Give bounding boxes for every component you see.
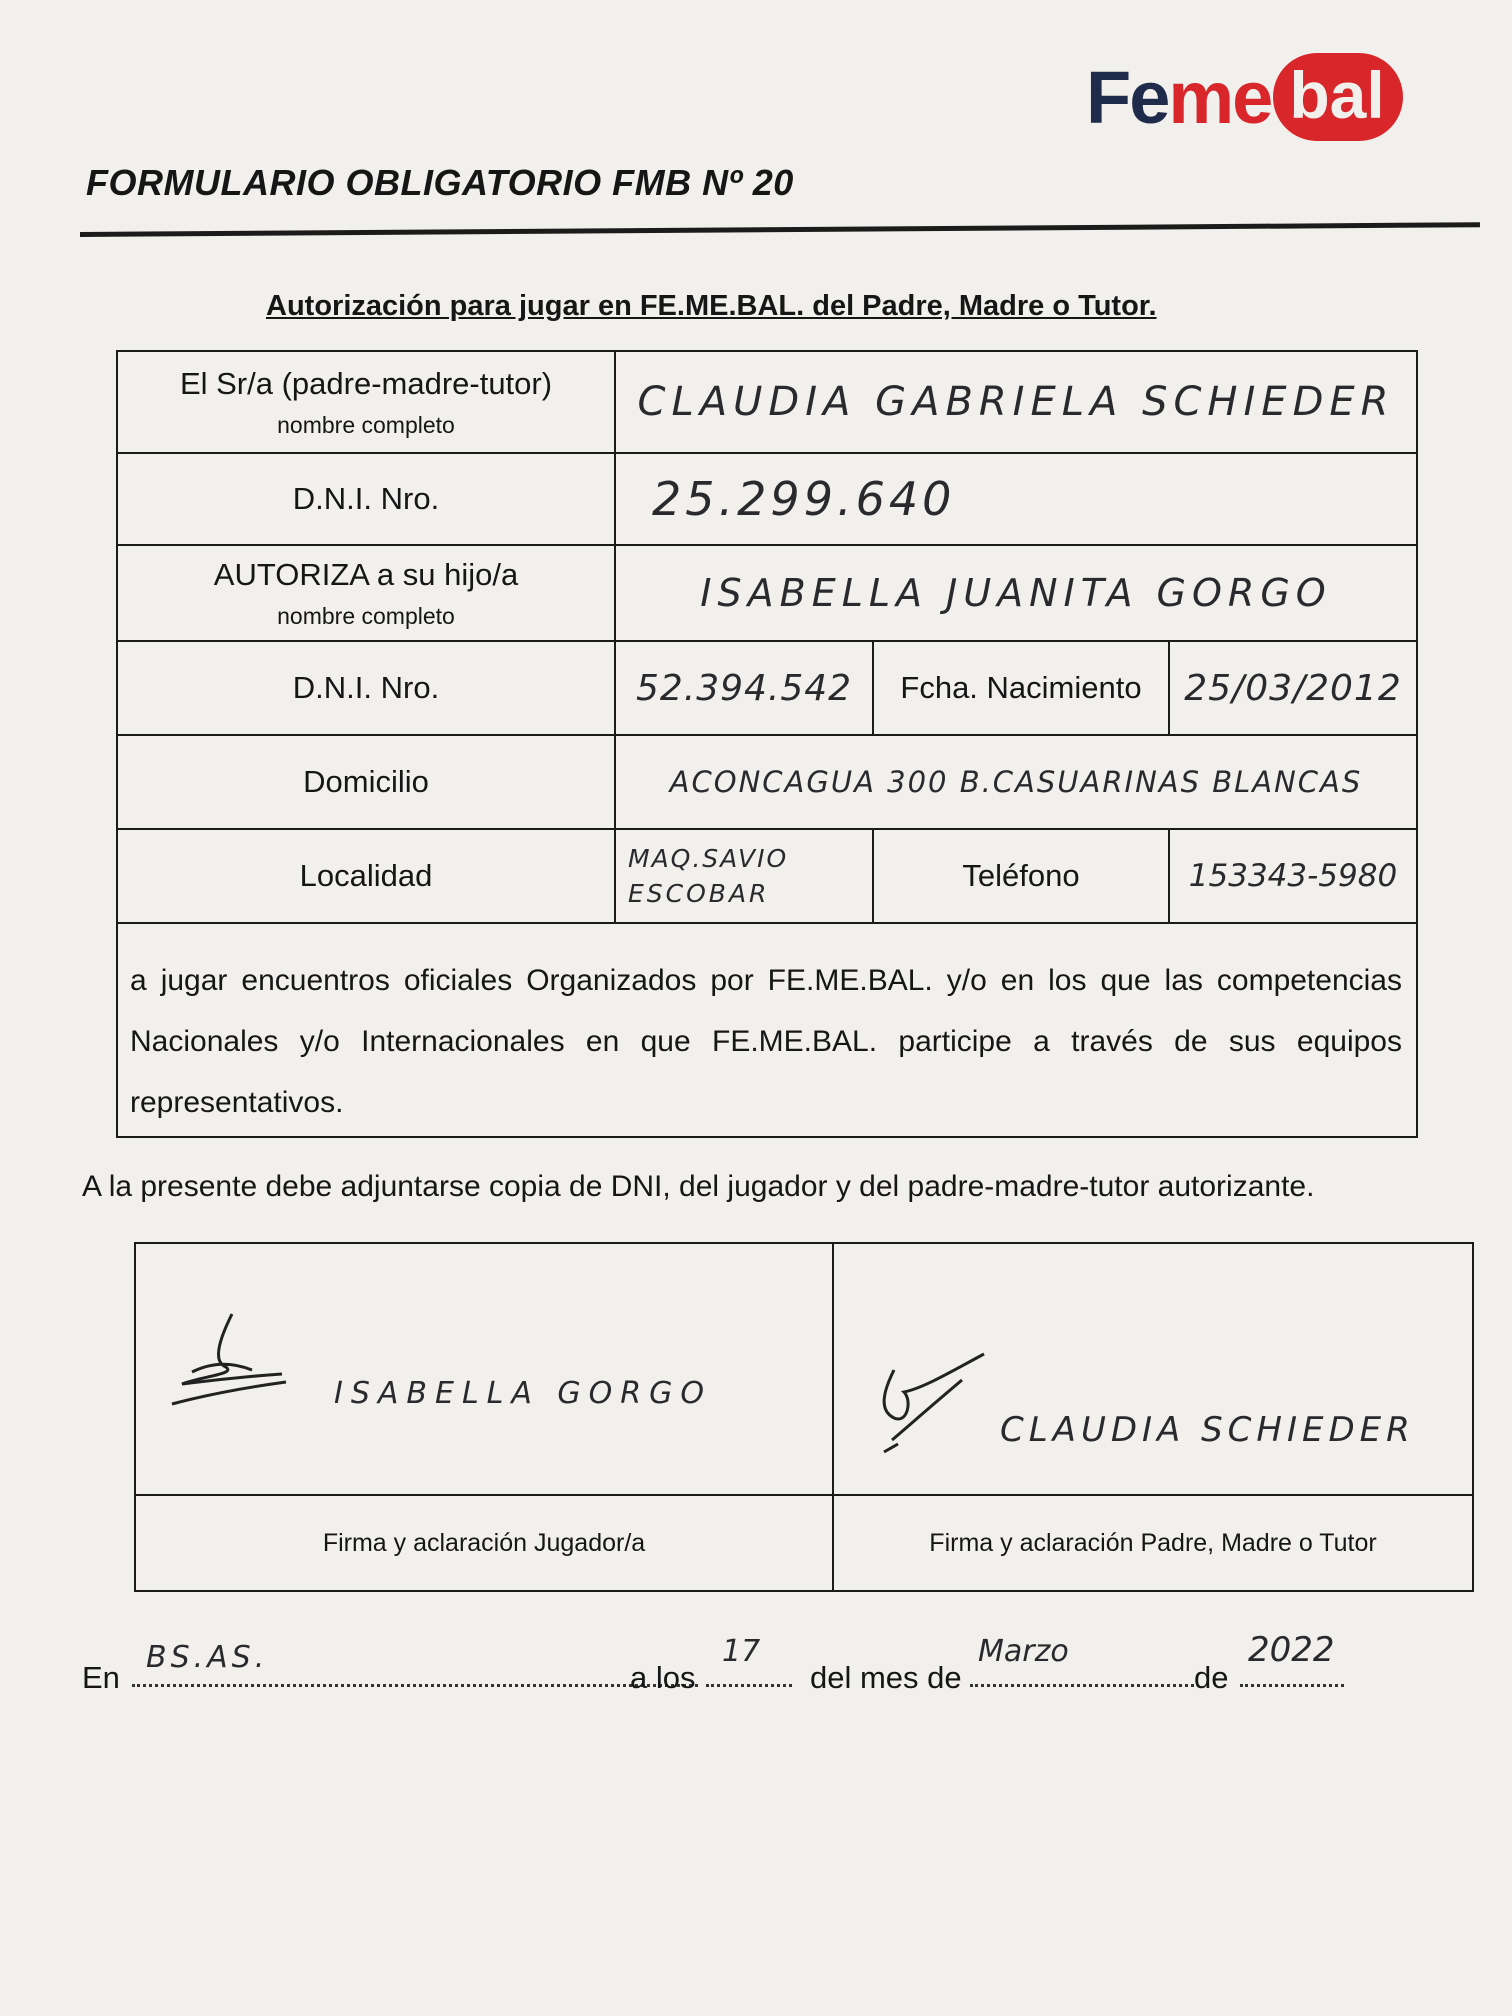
logo-me-text: me	[1168, 55, 1272, 139]
locality-label-cell	[118, 830, 614, 922]
signature-table	[134, 1242, 1474, 1592]
locality-cell[interactable]	[616, 830, 872, 922]
parent-name-cell[interactable]	[616, 352, 1416, 452]
footer-de-label: de	[1194, 1660, 1229, 1695]
attachment-note: A la presente debe adjuntarse copia de DNI, del jugador y del padre-madre-tutor autorizante.	[82, 1170, 1315, 1203]
year-dotted-line	[1240, 1684, 1344, 1687]
footer-a-los-label: a los	[630, 1660, 696, 1695]
footer-en-label: En	[82, 1660, 120, 1695]
date-place-line	[82, 1630, 1382, 1700]
address-value: ACONCAGUA 300 B.CASUARINAS BLANCAS	[669, 765, 1363, 799]
locality-value-line1: MAQ.SAVIO	[628, 844, 789, 873]
birth-date-label-cell	[874, 642, 1168, 734]
parent-name-sublabel: nombre completo	[277, 411, 455, 438]
parent-dni-label: D.N.I. Nro.	[292, 481, 440, 516]
logo-bal-text: bal	[1273, 53, 1402, 141]
femebal-logo	[1086, 52, 1403, 142]
child-name-value: ISABELLA JUANITA GORGO	[700, 571, 1332, 615]
day-dotted-line	[706, 1684, 792, 1687]
address-label: Domicilio	[303, 764, 429, 799]
title-divider	[80, 222, 1480, 237]
parent-signature-scribble	[864, 1340, 1004, 1460]
year-value[interactable]: 2022	[1248, 1630, 1335, 1670]
phone-label: Teléfono	[962, 858, 1080, 893]
phone-label-cell	[874, 830, 1168, 922]
child-name-cell[interactable]	[616, 546, 1416, 640]
address-label-cell	[118, 736, 614, 828]
parent-signature-label-cell	[834, 1496, 1472, 1590]
parent-signature-label: Firma y aclaración Padre, Madre o Tutor	[929, 1528, 1377, 1557]
parent-name-label-cell	[118, 352, 614, 452]
child-name-label-cell	[118, 546, 614, 640]
authorization-paragraph: a jugar encuentros oficiales Organizados por FE.ME.BAL. y/o en los que las competencias Nacionales y/o Internacionales en que FE.ME.BAL. participe a través de sus equipos representativos.	[130, 964, 1402, 1119]
day-value[interactable]: 17	[722, 1634, 761, 1669]
child-name-sublabel: nombre completo	[277, 602, 455, 629]
logo-fe-text: Fe	[1086, 55, 1169, 139]
place-dotted-line	[132, 1684, 698, 1687]
child-dni-cell[interactable]	[616, 642, 872, 734]
parent-signature-box[interactable]	[834, 1244, 1472, 1494]
parent-name-value: CLAUDIA GABRIELA SCHIEDER	[637, 379, 1395, 425]
parent-name-label: El Sr/a (padre-madre-tutor)	[179, 365, 553, 401]
child-dni-label: D.N.I. Nro.	[292, 670, 440, 705]
player-printed-name: ISABELLA GORGO	[334, 1376, 713, 1411]
address-cell[interactable]	[616, 736, 1416, 828]
form-subtitle: Autorización para jugar en FE.ME.BAL. del Padre, Madre o Tutor.	[266, 290, 1157, 322]
parent-dni-label-cell	[118, 454, 614, 544]
birth-date-label: Fcha. Nacimiento	[900, 670, 1142, 705]
place-value[interactable]: BS.AS.	[146, 1640, 269, 1675]
birth-date-value: 25/03/2012	[1184, 667, 1402, 709]
month-value[interactable]: Marzo	[978, 1634, 1069, 1669]
footer-del-mes-de-label: del mes de	[810, 1660, 962, 1695]
locality-value-line2: ESCOBAR	[628, 879, 770, 908]
player-signature-label-cell	[136, 1496, 832, 1590]
parent-printed-name: CLAUDIA SCHIEDER	[1000, 1410, 1415, 1450]
player-signature-label: Firma y aclaración Jugador/a	[322, 1528, 646, 1557]
birth-date-cell[interactable]	[1170, 642, 1416, 734]
child-dni-label-cell	[118, 642, 614, 734]
parent-dni-cell[interactable]	[616, 454, 1416, 544]
child-dni-value: 52.394.542	[635, 667, 853, 709]
locality-label: Localidad	[299, 858, 433, 893]
phone-cell[interactable]	[1170, 830, 1416, 922]
parent-dni-value: 25.299.640	[652, 472, 956, 526]
authorization-table	[116, 350, 1418, 1138]
month-dotted-line	[970, 1684, 1194, 1687]
row-divider	[118, 922, 1416, 924]
form-title: FORMULARIO OBLIGATORIO FMB Nº 20	[86, 162, 794, 203]
player-signature-scribble	[162, 1304, 302, 1414]
player-signature-box[interactable]	[136, 1244, 832, 1494]
child-name-label: AUTORIZA a su hijo/a	[213, 556, 519, 592]
phone-value: 153343-5980	[1188, 858, 1398, 894]
